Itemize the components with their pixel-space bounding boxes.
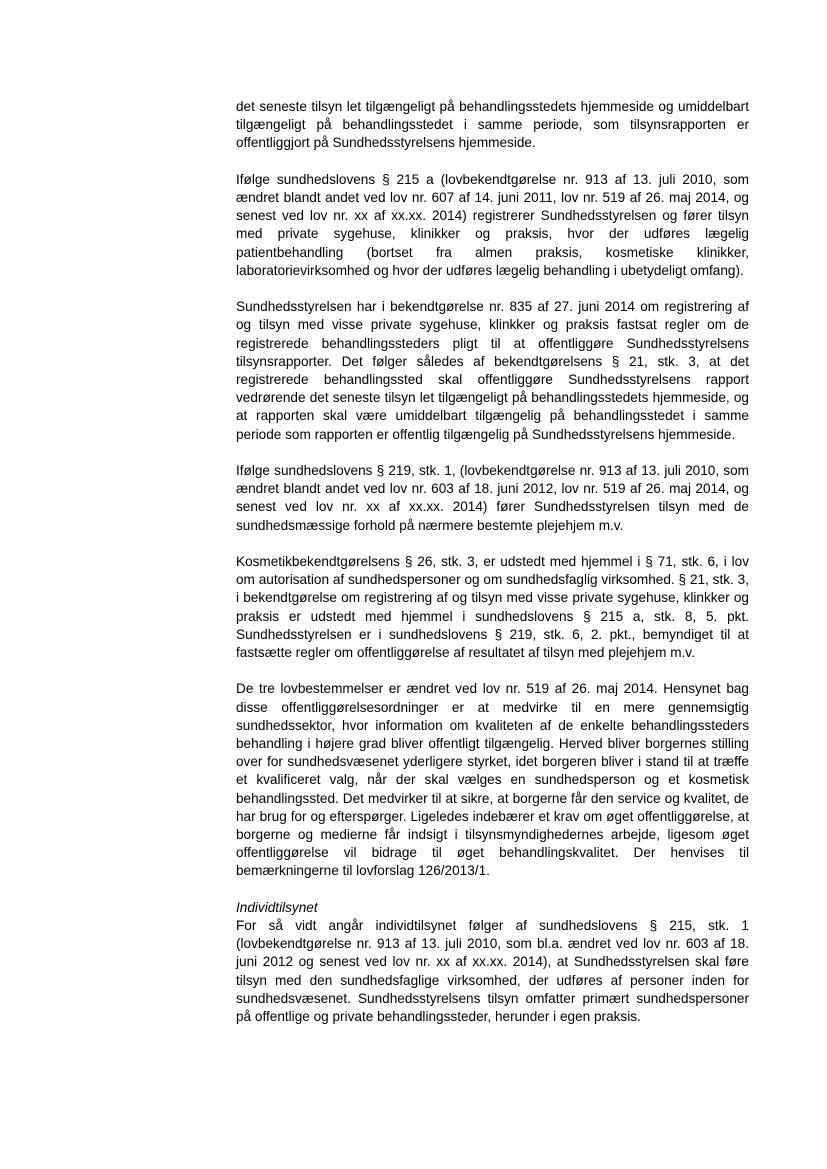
paragraph-sundhedsloven-215a: Ifølge sundhedslovens § 215 a (lovbekendtgørelse nr. 913 af 13. juli 2010, som ændret blandt andet ved lov nr. 607 af 14. juni 2011, lov nr. 519 af 26. maj 2014, og senest ved lov nr. xx af xx.xx. 2014) registrerer Sundhedsstyrelsen og fører tilsyn med private sygehuse, klinikker og praksis, hvor der udføres lægelig patientbehandling (bortset fra almen praksis, kosmetiske klinikker, laboratorievirksomhed og hvor der udføres lægelig behandling i ubetydeligt omfang). (236, 171, 749, 278)
document-page (236, 98, 749, 1044)
paragraph-tilsyn-hjemmeside: det seneste tilsyn let tilgængeligt på behandlingsstedets hjemmeside og umiddelbart tilgængeligt på behandlingsstedet i samme periode, som tilsynsrapporten er offentliggjort på Sundhedsstyrelsens hjemmeside. (236, 99, 749, 151)
paragraph-sundhedsloven-219: Ifølge sundhedslovens § 219, stk. 1, (lovbekendtgørelse nr. 913 af 13. juli 2010, som ændret blandt andet ved lov nr. 603 af 18. juni 2012, lov nr. 519 af 26. maj 2014, og senest ved lov nr. xx af xx.xx. 2014) fører Sundhedsstyrelsen tilsyn med de sundhedsmæssige forhold på nærmere bestemte plejehjem m.v. (236, 463, 749, 533)
section-heading-individtilsynet: Individtilsynet (236, 899, 318, 915)
paragraph-kosmetikbekendtgoerelse: Kosmetikbekendtgørelsens § 26, stk. 3, er udstedt med hjemmel i § 71, stk. 6, i lov om autorisation af sundhedspersoner og om sundhedsfaglig virksomhed. § 21, stk. 3, i bekendtgørelse om registrering af og tilsyn med visse private sygehuse, klinkker og praksis er udstedt med hjemmel i sundhedslovens § 215 a, stk. 8, 5. pkt. Sundhedsstyrelsen er i sundhedslovens § 219, stk. 6, 2. pkt., bemyndiget til at fastsætte regler om offentliggørelse af resultatet af tilsyn med plejehjem m.v. (236, 554, 749, 661)
paragraph-individtilsynet: For så vidt angår individtilsynet følger af sundhedslovens § 215, stk. 1 (lovbekendtgørelse nr. 913 af 13. juli 2010, som bl.a. ændret ved lov nr. 603 af 18. juni 2012 og senest ved lov nr. xx af xx.xx. 2014), at Sundhedsstyrelsen skal føre tilsyn med den sundhedsfaglige virksomhed, der udføres af personer inden for sundhedsvæsenet. Sundhedsstyrelsens tilsyn omfatter primært sundhedspersoner på offentlige og private behandlingssteder, herunder i egen praksis. (236, 918, 749, 1025)
paragraph-lovbestemmelser: De tre lovbestemmelser er ændret ved lov nr. 519 af 26. maj 2014. Hensynet bag disse offentliggørelsesordninger er at medvirke til en mere gennemsigtig sundhedssektor, hvor information om kvaliteten af de enkelte behandlingssteders behandling i højere grad bliver offentligt tilgængelig. Herved bliver borgernes stilling over for sundhedsvæsenet yderligere styrket, idet borgeren bliver i stand til at træffe et kvalificeret valg, når der skal vælges en sundhedsperson og et kosmetisk behandlingssted. Det medvirker til at sikre, at borgerne får den service og kvalitet, de har brug for og efterspørger. Ligeledes indebærer et krav om øget offentliggørelse, at borgerne og medierne får indsigt i tilsynsmyndighedernes arbejde, ligesom øget offentliggørelse vil bidrage til øget behandlingskvalitet. Der henvises til bemærkningerne til lovforslag 126/2013/1. (236, 681, 749, 879)
paragraph-bekendtgoerelse-835: Sundhedsstyrelsen har i bekendtgørelse nr. 835 af 27. juni 2014 om registrering af og tilsyn med visse private sygehuse, klinkker og praksis fastsat regler om de registrerede behandlingssteders pligt til at offentliggøre Sundhedsstyrelsens tilsynsrapporter. Det følger således af bekendtgørelsens § 21, stk. 3, at det registrerede behandlingssted skal offentliggøre Sundhedsstyrelsens rapport vedrørende det seneste tilsyn let tilgængeligt på behandlingsstedets hjemmeside, og at rapporten skal være umiddelbart tilgængelig på behandlingsstedet i samme periode som rapporten er offentlig tilgængelig på Sundhedsstyrelsens hjemmeside. (236, 299, 749, 442)
